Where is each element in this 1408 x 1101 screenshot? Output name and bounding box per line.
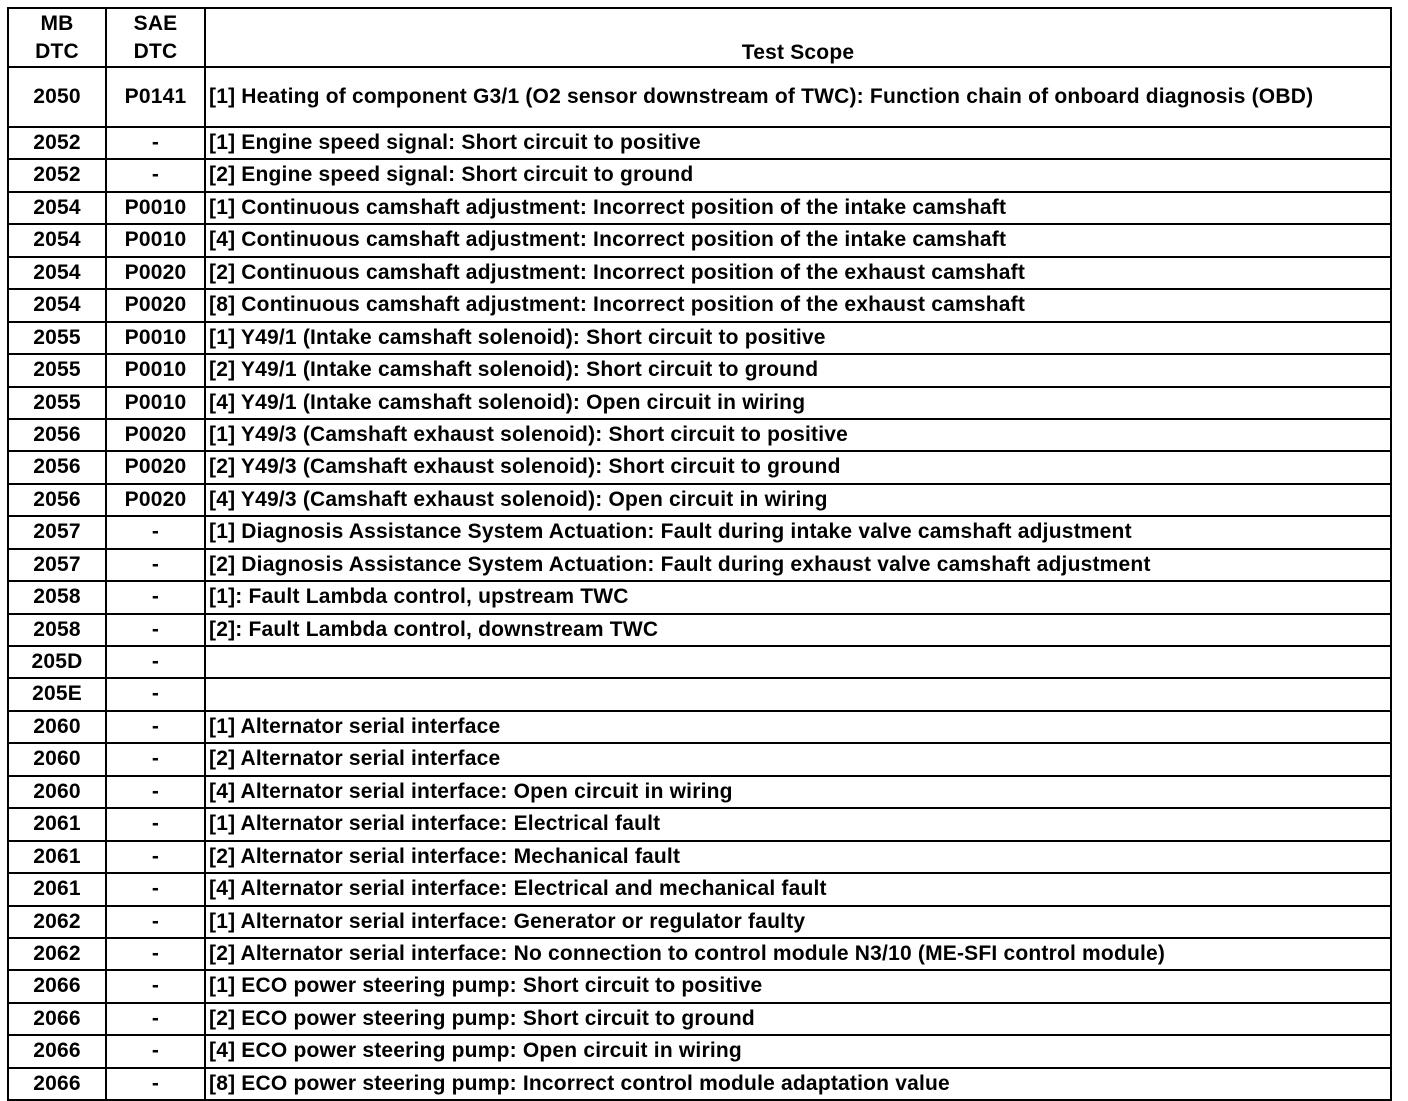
test-scope-cell: [1] ECO power steering pump: Short circuit to positive — [205, 970, 1391, 1002]
test-scope-cell: [1] Diagnosis Assistance System Actuation: Fault during intake valve camshaft adjustment — [205, 516, 1391, 548]
table-row — [8, 127, 1391, 159]
sae-dtc-cell: - — [106, 127, 205, 159]
sae-dtc-cell: - — [106, 549, 205, 581]
sae-dtc-cell: - — [106, 581, 205, 613]
test-scope-cell: [1] Y49/1 (Intake camshaft solenoid): Short circuit to positive — [205, 322, 1391, 354]
mb-dtc-cell: 2066 — [8, 1003, 106, 1035]
table-row — [8, 159, 1391, 191]
mb-dtc-cell: 2054 — [8, 224, 106, 256]
sae-dtc-cell: P0010 — [106, 387, 205, 419]
test-scope-cell — [205, 678, 1391, 710]
dtc-table — [7, 7, 1392, 1101]
table-row — [8, 224, 1391, 256]
table-body — [8, 67, 1391, 1100]
test-scope-cell: [4] Y49/1 (Intake camshaft solenoid): Open circuit in wiring — [205, 387, 1391, 419]
test-scope-cell: [2] Y49/3 (Camshaft exhaust solenoid): Short circuit to ground — [205, 451, 1391, 483]
header-sae-dtc-line-2: DTC — [133, 39, 178, 63]
test-scope-cell: [1] Alternator serial interface: Electrical fault — [205, 808, 1391, 840]
mb-dtc-cell: 2055 — [8, 354, 106, 386]
table-row — [8, 678, 1391, 710]
table-row — [8, 906, 1391, 938]
mb-dtc-cell: 2066 — [8, 970, 106, 1002]
table-row — [8, 1035, 1391, 1067]
table-row — [8, 257, 1391, 289]
table-row — [8, 808, 1391, 840]
test-scope-cell: [2] Alternator serial interface — [205, 743, 1391, 775]
table-row — [8, 484, 1391, 516]
sae-dtc-cell: P0020 — [106, 484, 205, 516]
test-scope-cell: [2] Y49/1 (Intake camshaft solenoid): Short circuit to ground — [205, 354, 1391, 386]
table-row — [8, 549, 1391, 581]
mb-dtc-cell: 2056 — [8, 451, 106, 483]
sae-dtc-cell: P0010 — [106, 354, 205, 386]
sae-dtc-cell: - — [106, 678, 205, 710]
sae-dtc-cell: P0020 — [106, 419, 205, 451]
test-scope-cell: [1] Engine speed signal: Short circuit to positive — [205, 127, 1391, 159]
test-scope-cell: [8] ECO power steering pump: Incorrect control module adaptation value — [205, 1068, 1391, 1100]
mb-dtc-cell: 2050 — [8, 67, 106, 127]
table-row — [8, 451, 1391, 483]
mb-dtc-cell: 2061 — [8, 808, 106, 840]
sae-dtc-cell: - — [106, 743, 205, 775]
table-row — [8, 841, 1391, 873]
sae-dtc-cell: - — [106, 711, 205, 743]
table-row — [8, 516, 1391, 548]
sae-dtc-cell: - — [106, 841, 205, 873]
mb-dtc-cell: 2057 — [8, 549, 106, 581]
mb-dtc-cell: 2058 — [8, 581, 106, 613]
mb-dtc-cell: 2056 — [8, 484, 106, 516]
sae-dtc-cell: P0020 — [106, 289, 205, 321]
header-mb-dtc — [8, 8, 106, 67]
table-row — [8, 873, 1391, 905]
table-row — [8, 711, 1391, 743]
test-scope-cell: [1]: Fault Lambda control, upstream TWC — [205, 581, 1391, 613]
table-row — [8, 192, 1391, 224]
table-row — [8, 67, 1391, 127]
mb-dtc-cell: 2054 — [8, 257, 106, 289]
test-scope-cell: [4] Alternator serial interface: Open circuit in wiring — [205, 776, 1391, 808]
table-row — [8, 776, 1391, 808]
table-row — [8, 970, 1391, 1002]
table-row — [8, 614, 1391, 646]
mb-dtc-cell: 2054 — [8, 289, 106, 321]
sae-dtc-cell: - — [106, 1068, 205, 1100]
sae-dtc-cell: - — [106, 808, 205, 840]
test-scope-cell: [4] ECO power steering pump: Open circuit in wiring — [205, 1035, 1391, 1067]
sae-dtc-cell: P0141 — [106, 67, 205, 127]
test-scope-cell: [4] Y49/3 (Camshaft exhaust solenoid): Open circuit in wiring — [205, 484, 1391, 516]
sae-dtc-cell: P0010 — [106, 192, 205, 224]
table-row — [8, 743, 1391, 775]
test-scope-cell: [4] Continuous camshaft adjustment: Incorrect position of the intake camshaft — [205, 224, 1391, 256]
test-scope-cell: [2] Diagnosis Assistance System Actuation: Fault during exhaust valve camshaft adjustment — [205, 549, 1391, 581]
mb-dtc-cell: 2061 — [8, 873, 106, 905]
header-mb-dtc-line-1: MB — [40, 12, 74, 36]
table-row — [8, 938, 1391, 970]
test-scope-cell: [2] Alternator serial interface: Mechanical fault — [205, 841, 1391, 873]
sae-dtc-cell: P0010 — [106, 322, 205, 354]
test-scope-cell: [2]: Fault Lambda control, downstream TWC — [205, 614, 1391, 646]
test-scope-cell: [8] Continuous camshaft adjustment: Incorrect position of the exhaust camshaft — [205, 289, 1391, 321]
mb-dtc-cell: 2054 — [8, 192, 106, 224]
table-row — [8, 387, 1391, 419]
test-scope-cell: [2] Alternator serial interface: No connection to control module N3/10 (ME-SFI control module) — [205, 938, 1391, 970]
header-row — [8, 8, 1391, 67]
test-scope-cell: [1] Alternator serial interface — [205, 711, 1391, 743]
sae-dtc-cell: - — [106, 938, 205, 970]
mb-dtc-cell: 2060 — [8, 743, 106, 775]
sae-dtc-cell: - — [106, 1003, 205, 1035]
sae-dtc-cell: - — [106, 516, 205, 548]
mb-dtc-cell: 2058 — [8, 614, 106, 646]
test-scope-cell: [1] Y49/3 (Camshaft exhaust solenoid): Short circuit to positive — [205, 419, 1391, 451]
table-row — [8, 289, 1391, 321]
test-scope-cell: [1] Alternator serial interface: Generator or regulator faulty — [205, 906, 1391, 938]
table-row — [8, 419, 1391, 451]
sae-dtc-cell: - — [106, 970, 205, 1002]
header-sae-dtc — [106, 8, 205, 67]
mb-dtc-cell: 2060 — [8, 776, 106, 808]
mb-dtc-cell: 2062 — [8, 938, 106, 970]
mb-dtc-cell: 205D — [8, 646, 106, 678]
sae-dtc-cell: - — [106, 646, 205, 678]
sae-dtc-cell: P0010 — [106, 224, 205, 256]
header-sae-dtc-line-1: SAE — [133, 12, 178, 36]
mb-dtc-cell: 2062 — [8, 906, 106, 938]
test-scope-cell: [1] Continuous camshaft adjustment: Incorrect position of the intake camshaft — [205, 192, 1391, 224]
test-scope-cell: [2] Engine speed signal: Short circuit to ground — [205, 159, 1391, 191]
header-mb-dtc-line-2: DTC — [35, 39, 79, 63]
sae-dtc-cell: - — [106, 1035, 205, 1067]
table-header — [8, 8, 1391, 67]
mb-dtc-cell: 205E — [8, 678, 106, 710]
test-scope-cell: [2] ECO power steering pump: Short circuit to ground — [205, 1003, 1391, 1035]
test-scope-cell — [205, 646, 1391, 678]
test-scope-cell: [2] Continuous camshaft adjustment: Incorrect position of the exhaust camshaft — [205, 257, 1391, 289]
mb-dtc-cell: 2052 — [8, 127, 106, 159]
mb-dtc-cell: 2056 — [8, 419, 106, 451]
table-row — [8, 1003, 1391, 1035]
table-row — [8, 322, 1391, 354]
mb-dtc-cell: 2057 — [8, 516, 106, 548]
mb-dtc-cell: 2060 — [8, 711, 106, 743]
mb-dtc-cell: 2066 — [8, 1068, 106, 1100]
sae-dtc-cell: - — [106, 159, 205, 191]
test-scope-cell: [4] Alternator serial interface: Electrical and mechanical fault — [205, 873, 1391, 905]
sae-dtc-cell: - — [106, 906, 205, 938]
mb-dtc-cell: 2061 — [8, 841, 106, 873]
mb-dtc-cell: 2066 — [8, 1035, 106, 1067]
sae-dtc-cell: - — [106, 776, 205, 808]
sae-dtc-cell: - — [106, 873, 205, 905]
mb-dtc-cell: 2055 — [8, 387, 106, 419]
table-row — [8, 354, 1391, 386]
mb-dtc-cell: 2052 — [8, 159, 106, 191]
header-test-scope: Test Scope — [205, 8, 1391, 67]
sae-dtc-cell: P0020 — [106, 451, 205, 483]
mb-dtc-cell: 2055 — [8, 322, 106, 354]
table-row — [8, 581, 1391, 613]
table-row — [8, 1068, 1391, 1100]
sae-dtc-cell: - — [106, 614, 205, 646]
test-scope-cell: [1] Heating of component G3/1 (O2 sensor downstream of TWC): Function chain of onboard diagnosis (OBD) — [205, 67, 1391, 127]
table-row — [8, 646, 1391, 678]
sae-dtc-cell: P0020 — [106, 257, 205, 289]
